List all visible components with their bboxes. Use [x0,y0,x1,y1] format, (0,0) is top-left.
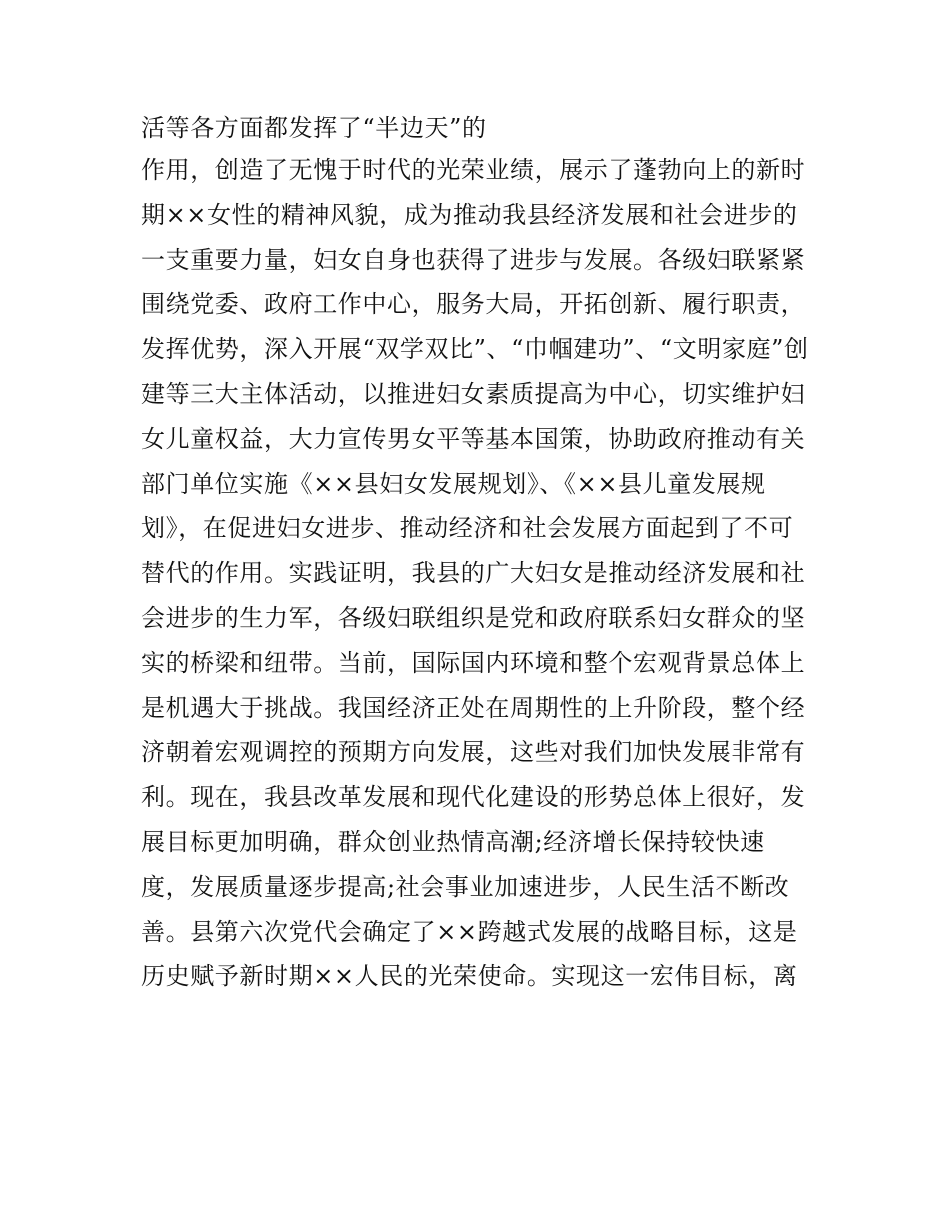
text-line: 活等各方面都发挥了“半边天”的 [141,114,487,142]
text-line: 部门单位实施《××县妇女发展规划》、《××县儿童发展规 [141,469,766,498]
text-line: 划》，在促进妇女进步、推动经济和社会发展方面起到了不可 [141,514,794,543]
text-line: 实的桥梁和纽带。当前，国际国内环境和整个宏观背景总体上 [141,648,806,677]
text-line: 会进步的生力军，各级妇联组织是党和政府联系妇女群众的坚 [141,603,806,632]
text-line: 发挥优势，深入开展“双学双比”、“巾帼建功”、“文明家庭”创 [141,335,809,364]
body-text [141,108,831,999]
text-line: 利。现在，我县改革发展和现代化建设的形势总体上很好，发 [141,783,806,812]
text-line: 善。县第六次党代会确定了××跨越式发展的战略目标，这是 [141,917,798,946]
text-line: 一支重要力量，妇女自身也获得了进步与发展。各级妇联紧紧 [141,245,806,274]
text-line: 围绕党委、政府工作中心，服务大局，开拓创新、履行职责， [141,290,806,319]
text-line: 作用，创造了无愧于时代的光荣业绩，展示了蓬勃向上的新时 [141,156,806,184]
text-line: 展目标更加明确，群众创业热情高潮;经济增长保持较快速 [141,827,765,856]
text-line: 历史赋予新时期××人民的光荣使命。实现这一宏伟目标，离 [141,962,798,991]
text-line: 女儿童权益，大力宣传男女平等基本国策，协助政府推动有关 [141,424,806,453]
text-line: 济朝着宏观调控的预期方向发展，这些对我们加快发展非常有 [141,738,806,767]
text-line: 建等三大主体活动，以推进妇女素质提高为中心，切实维护妇 [141,379,806,408]
text-line: 替代的作用。实践证明，我县的广大妇女是推动经济发展和社 [141,559,806,588]
text-line: 是机遇大于挑战。我国经济正处在周期性的上升阶段，整个经 [141,693,806,722]
text-line: 期××女性的精神风貌，成为推动我县经济发展和社会进步的 [141,200,798,229]
text-line: 度，发展质量逐步提高;社会事业加速进步，人民生活不断改 [141,872,790,901]
